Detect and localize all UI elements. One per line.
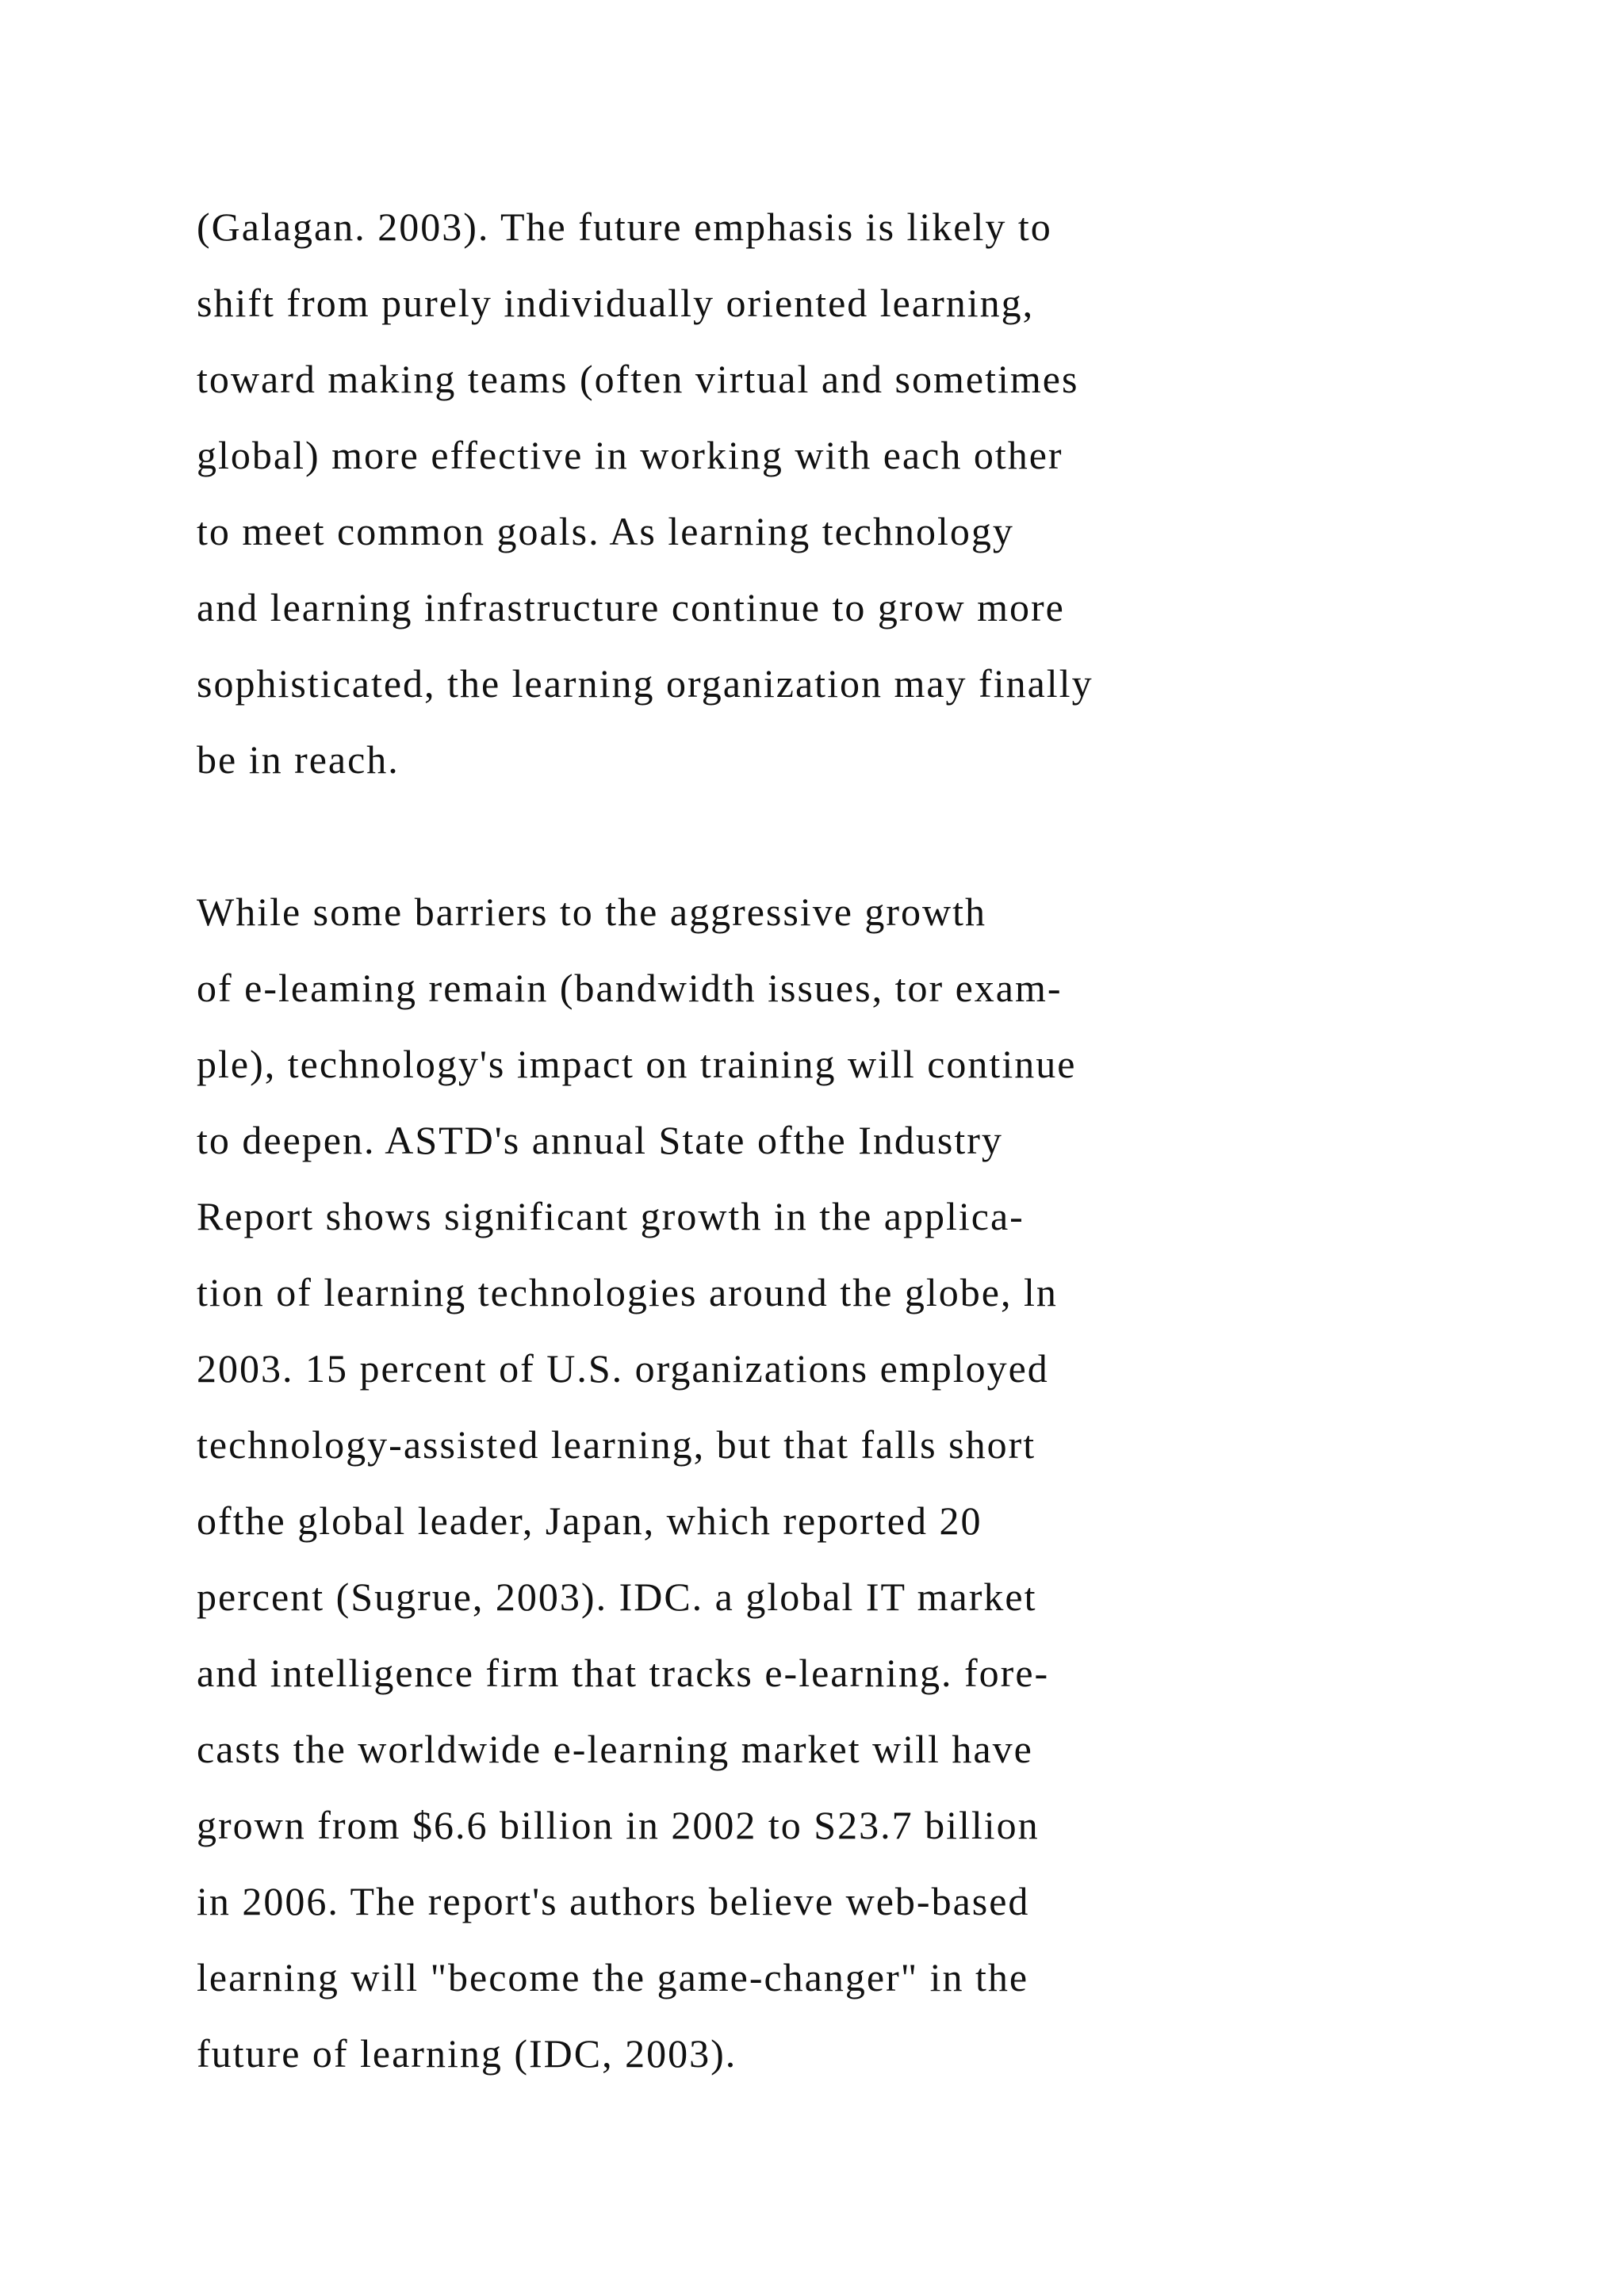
paragraph-line: tion of learning technologies around the globe, ln bbox=[197, 1270, 1058, 1314]
paragraph-line: While some barriers to the aggressive growth bbox=[197, 890, 987, 934]
paragraph-line: Report shows significant growth in the applica- bbox=[197, 1194, 1025, 1238]
paragraph-line: toward making teams (often virtual and sometimes bbox=[197, 357, 1079, 401]
paragraph-line: grown from $6.6 billion in 2002 to S23.7 billion bbox=[197, 1803, 1040, 1847]
paragraph-line: (Galagan. 2003). The future emphasis is likely to bbox=[197, 205, 1052, 249]
paragraph-2 bbox=[197, 874, 1434, 2091]
paragraph-line: in 2006. The report's authors believe web-based bbox=[197, 1879, 1030, 1923]
paragraph-line: and intelligence firm that tracks e-learning. fore- bbox=[197, 1651, 1050, 1695]
paragraph-line: to meet common goals. As learning technology bbox=[197, 509, 1014, 553]
paragraph-line: ple), technology's impact on training will continue bbox=[197, 1042, 1077, 1086]
paragraph-line: and learning infrastructure continue to grow more bbox=[197, 585, 1065, 629]
paragraph-line: learning will "become the game-changer" in the bbox=[197, 1955, 1029, 1999]
paragraph-line: to deepen. ASTD's annual State ofthe Industry bbox=[197, 1118, 1003, 1162]
paragraph-line: future of learning (IDC, 2003). bbox=[197, 2031, 737, 2076]
paragraph-line: casts the worldwide e-learning market will have bbox=[197, 1727, 1033, 1771]
paragraph-line: shift from purely individually oriented learning, bbox=[197, 281, 1035, 325]
paragraph-1 bbox=[197, 189, 1434, 798]
paragraph-line: technology-assisted learning, but that falls short bbox=[197, 1422, 1036, 1467]
paragraph-line: ofthe global leader, Japan, which reported 20 bbox=[197, 1498, 982, 1543]
paragraph-line: 2003. 15 percent of U.S. organizations employed bbox=[197, 1346, 1049, 1391]
paragraph-line: sophisticated, the learning organization may finally bbox=[197, 661, 1094, 706]
paragraph-line: be in reach. bbox=[197, 737, 400, 782]
paragraph-line: global) more effective in working with each other bbox=[197, 433, 1063, 477]
paragraph-line: of e-leaming remain (bandwidth issues, tor exam- bbox=[197, 966, 1063, 1010]
paragraph-line: percent (Sugrue, 2003). IDC. a global IT market bbox=[197, 1575, 1037, 1619]
